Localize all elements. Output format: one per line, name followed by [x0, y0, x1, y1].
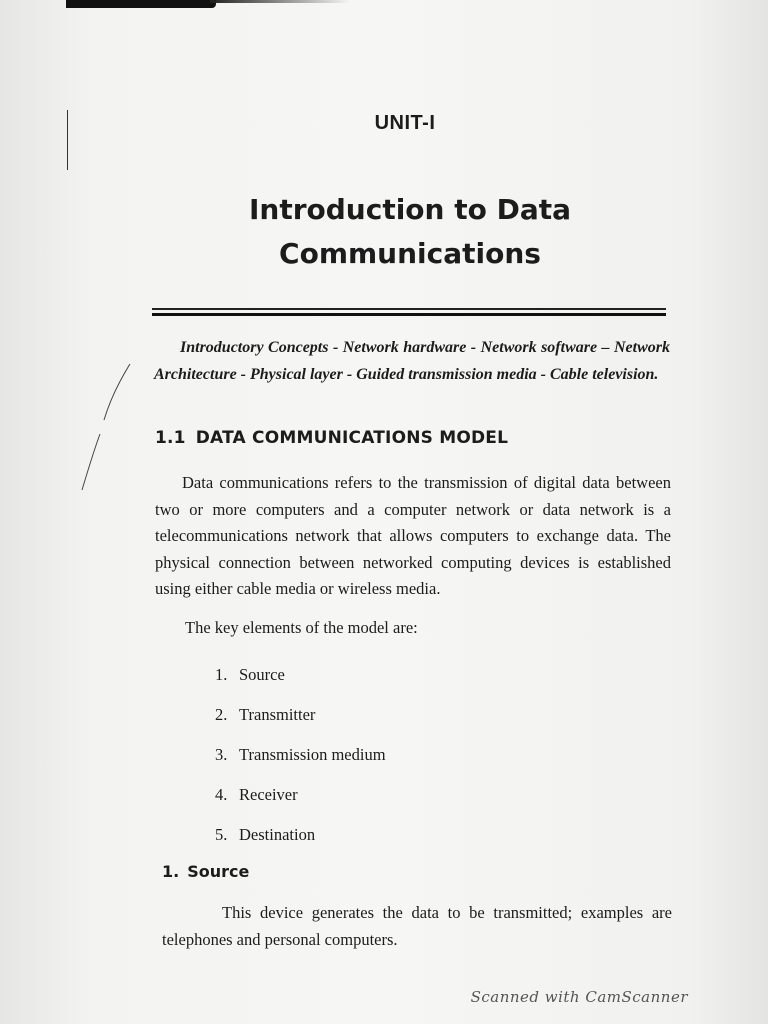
list-item-label: Source — [239, 665, 285, 684]
title-rule-thick — [152, 313, 666, 316]
section-number: 1.1 — [155, 428, 186, 448]
title-rule-thin — [152, 308, 666, 310]
list-item — [215, 742, 386, 782]
list-item-label: Receiver — [239, 785, 298, 804]
chapter-title-line-2: Communications — [279, 237, 541, 270]
list-item-number: 1. — [215, 665, 228, 684]
list-item-number: 5. — [215, 825, 228, 844]
list-item-number: 3. — [215, 745, 228, 764]
margin-pen-marks — [60, 360, 140, 500]
list-item — [215, 822, 386, 862]
subsection-number: 1. — [162, 862, 180, 881]
list-item-label: Destination — [239, 825, 316, 844]
list-item-number: 2. — [215, 705, 228, 724]
list-item — [215, 782, 386, 822]
list-item — [215, 702, 386, 742]
chapter-topics: Introductory Concepts - Network hardware - Network software – Network Architecture - Physical layer - Guided transmission media - Cable television. — [154, 339, 670, 383]
subsection-title: Source — [187, 862, 250, 881]
subsection-heading — [162, 862, 249, 881]
subsection-paragraph: This device generates the data to be transmitted; examples are telephones and personal computers. — [162, 903, 672, 949]
list-item-label: Transmitter — [239, 705, 316, 724]
scanner-watermark: Scanned with CamScanner — [470, 988, 688, 1006]
section-title: DATA COMMUNICATIONS MODEL — [195, 428, 509, 448]
list-item-label: Transmission medium — [239, 745, 386, 764]
list-item-number: 4. — [215, 785, 228, 804]
list-item — [215, 662, 386, 702]
section-paragraph: Data communications refers to the transmission of digital data between two or more computers and a computer network or data network is a telecommunications network that allows computers to exchange data. The physical connection between networked computing devices is established using either cable media or wireless media. — [155, 473, 671, 598]
list-intro: The key elements of the model are: — [185, 618, 418, 637]
chapter-title-line-1: Introduction to Data — [248, 193, 572, 226]
unit-label: UNIT-I — [374, 112, 436, 134]
chapter-title — [190, 188, 630, 276]
scan-edge-fade — [210, 0, 350, 3]
scan-edge-shadow — [66, 0, 216, 8]
model-elements-list — [215, 662, 386, 862]
section-heading — [155, 428, 508, 448]
